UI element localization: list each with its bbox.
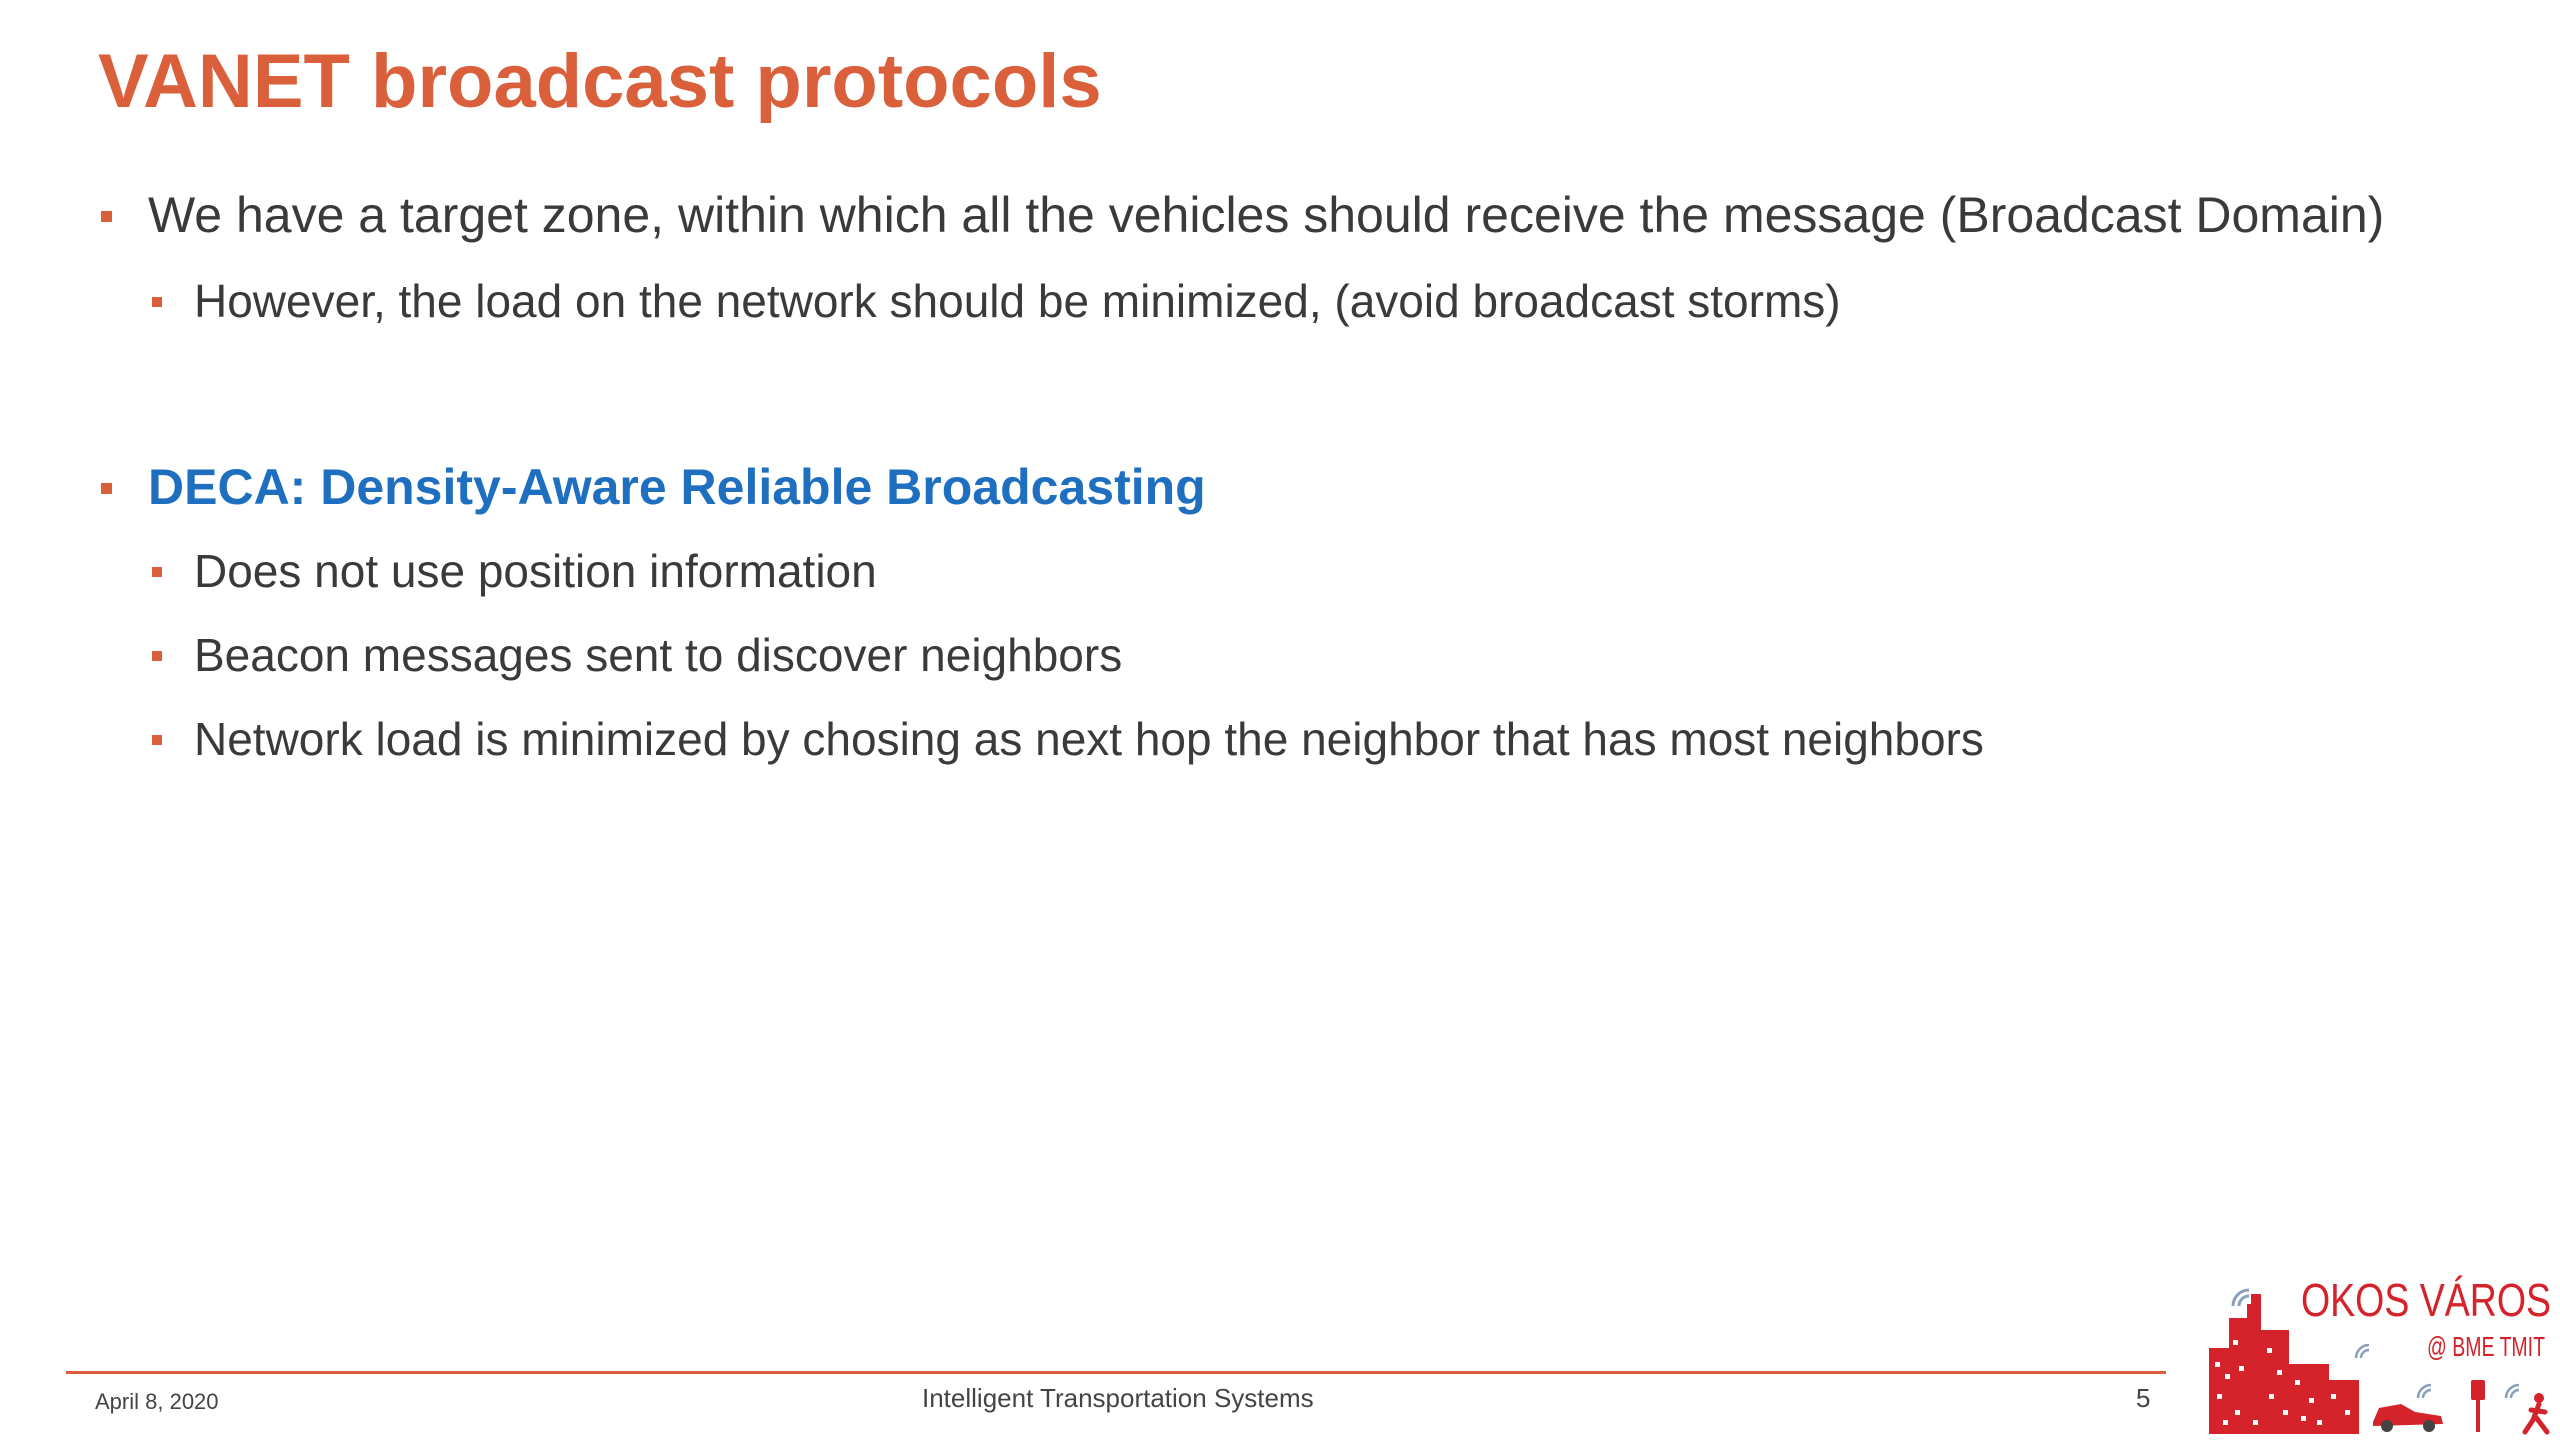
sub-bullet-marker: [152, 735, 162, 745]
bullet-text: We have a target zone, within which all the vehicles should receive the message (Broadcast Domain): [148, 187, 2385, 243]
footer-divider: [66, 1371, 2166, 1374]
bullet-text-highlight: DECA: Density-Aware Reliable Broadcasting: [148, 459, 1206, 515]
logo-title: OKOS VÁROS: [2301, 1274, 2551, 1326]
sub-bullet-item: [148, 274, 2398, 328]
slide-title: VANET broadcast protocols: [98, 39, 1102, 124]
traffic-light-icon: [2471, 1380, 2485, 1432]
sub-bullet-marker: [152, 297, 162, 307]
logo-subtitle: @ BME TMIT: [2427, 1331, 2545, 1362]
bullet-marker: [101, 483, 112, 494]
footer-title: Intelligent Transportation Systems: [922, 1383, 1314, 1413]
sub-bullet-item: [148, 544, 2398, 598]
sub-bullet-text: However, the load on the network should be minimized, (avoid broadcast storms): [194, 275, 1841, 327]
sub-bullet-text: Beacon messages sent to discover neighbors: [194, 629, 1123, 681]
sub-bullet-marker: [152, 567, 162, 577]
okos-varos-logo: [2205, 1270, 2555, 1436]
page-number: 5: [2136, 1383, 2151, 1413]
bullet-marker: [101, 211, 112, 222]
wifi-signal-icon: [2233, 1290, 2249, 1306]
sub-bullet-text: Does not use position information: [194, 545, 877, 597]
sub-bullet-item: [148, 628, 2398, 682]
bullet-item: [98, 186, 2398, 244]
car-icon: [2373, 1385, 2443, 1432]
slide-content: [98, 186, 2398, 766]
pedestrian-icon: [2506, 1385, 2547, 1432]
footer-date: April 8, 2020: [95, 1389, 219, 1414]
bullet-item: [98, 458, 2398, 516]
wifi-small-icon: [2356, 1345, 2369, 1358]
sub-bullet-item: [148, 712, 2398, 766]
sub-bullet-marker: [152, 651, 162, 661]
sub-bullet-text: Network load is minimized by chosing as next hop the neighbor that has most neighbors: [194, 713, 1984, 765]
